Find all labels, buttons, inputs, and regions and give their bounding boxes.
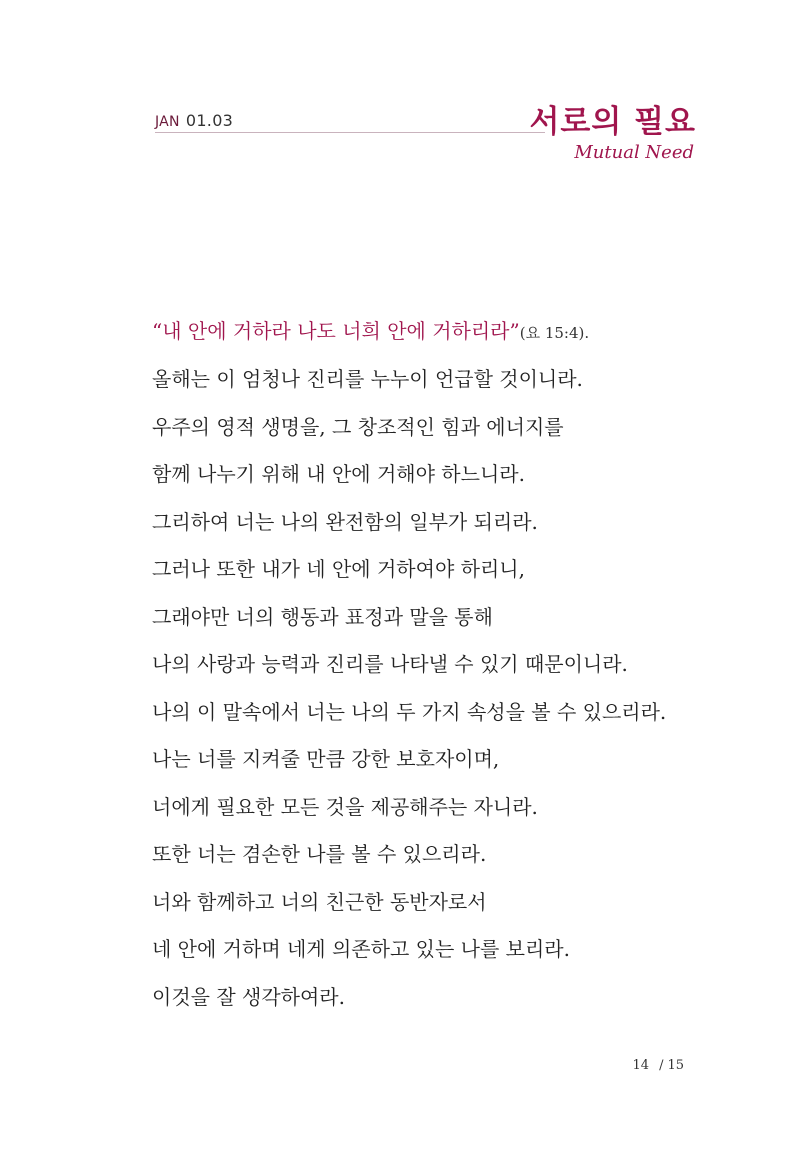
body-line: 나는 너를 지켜줄 만큼 강한 보호자이며, <box>152 747 500 771</box>
body-line: 그러나 또한 내가 네 안에 거하여야 하리니, <box>152 557 525 581</box>
page-title: 서로의 필요 <box>529 104 696 140</box>
verse-reference: (요 15:4). <box>519 324 590 342</box>
body-line: 네 안에 거하며 네게 의존하고 있는 나를 보리라. <box>152 937 570 961</box>
body-line: 함께 나누기 위해 내 안에 거해야 하느니라. <box>152 462 525 486</box>
body-line: 나의 사랑과 능력과 진리를 나타낼 수 있기 때문이니라. <box>152 652 628 676</box>
body-line: 너에게 필요한 모든 것을 제공해주는 자니라. <box>152 794 538 819</box>
page-subtitle: Mutual Need <box>574 142 694 163</box>
date-day: 01.03 <box>185 111 234 130</box>
header-divider <box>155 132 545 133</box>
body-line: 그래야만 너의 행동과 표정과 말을 통해 <box>152 604 493 629</box>
page-current: 14 <box>632 1058 650 1073</box>
page-separator: / <box>659 1058 664 1073</box>
body-line: 올해는 이 엄청나 진리를 누누이 언급할 것이니라. <box>152 367 583 391</box>
body-line: 나의 이 말속에서 너는 나의 두 가지 속성을 볼 수 있으리라. <box>152 699 667 724</box>
page-number <box>633 1058 684 1073</box>
verse-text: “내 안에 거하라 나도 너희 안에 거하리라” <box>152 319 520 343</box>
body-line: 이것을 잘 생각하여라. <box>152 984 345 1009</box>
date-month: JAN <box>155 114 180 130</box>
page-header <box>0 0 800 170</box>
devotional-body <box>152 306 712 1021</box>
body-line: 너와 함께하고 너의 친근한 동반자로서 <box>152 889 487 914</box>
body-line: 또한 너는 겸손한 나를 볼 수 있으리라. <box>152 842 487 866</box>
scripture-verse <box>152 306 712 356</box>
date-label <box>155 111 233 130</box>
body-line: 우주의 영적 생명을, 그 창조적인 힘과 에너지를 <box>152 414 564 439</box>
page-total: 15 <box>667 1058 684 1073</box>
body-line: 그리하여 너는 나의 완전함의 일부가 되리라. <box>152 509 538 534</box>
